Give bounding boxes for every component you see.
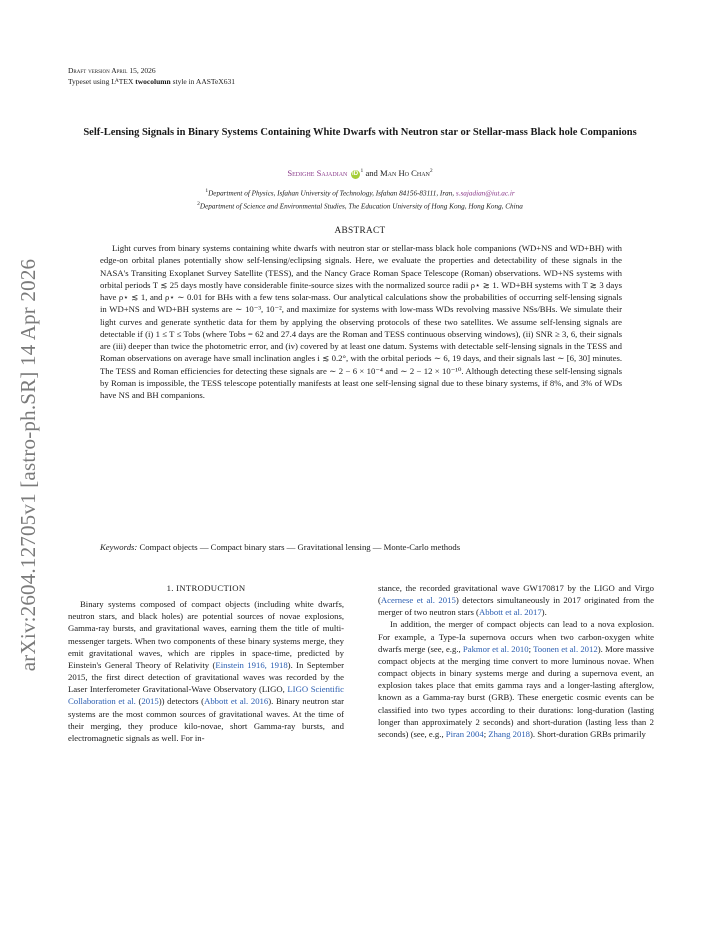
body-text: ). More massive compact objects at the merging time convert to more luminous novae. When compact objects in binary systems merge and during a supernova event, an explosion takes place that emits gamma rays and a longer-lasting afterglow, known as a Gamma-ray burst (GRB). These energetic cosmic events can be classified into two types according to their durations: long-duration (lasting longer than approximately 2 seconds) and short-duration (lasting less than 2 seconds) (see, e.g.,	[378, 643, 654, 739]
keywords	[100, 541, 622, 553]
abstract-heading: ABSTRACT	[334, 226, 386, 236]
author-line: Sedighe Sajadian iD $^1$ and Man Ho Chan$^2$	[287, 167, 433, 178]
section-heading: 1. INTRODUCTION	[166, 583, 246, 593]
author-2: Man Ho Chan	[380, 167, 430, 178]
intro-paragraph-1	[68, 598, 344, 744]
intro-paragraph-2	[378, 618, 654, 740]
author-email-link[interactable]: s.sajadian@iut.ac.ir	[455, 189, 515, 198]
paper-title: Self-Lensing Signals in Binary Systems Containing White Dwarfs with Neutron star or Stellar-mass Black hole Companions	[83, 127, 637, 138]
draft-version: Draft version April 15, 2026	[68, 66, 156, 75]
body-text: ;	[528, 643, 534, 654]
body-text: ). In September 2015, the first direct detection of gravitational waves was recorded by the Laser Interferometer Gravitational-Wave Observatory (LIGO,	[68, 659, 344, 695]
citation-link[interactable]: Pakmor et al. 2010	[462, 643, 529, 654]
typeset-line: Typeset using $L^ATEX$ twocolumn style in AASTeX631	[68, 77, 235, 86]
keywords-list: Compact objects — Compact binary stars — Gravitational lensing — Monte-Carlo methods	[137, 542, 461, 552]
orcid-icon[interactable]: iD	[352, 170, 359, 177]
citation-link[interactable]: LIGO Scientific Collaboration et al.	[68, 684, 344, 707]
author-1[interactable]: Sedighe Sajadian	[287, 167, 348, 178]
body-text: (	[135, 696, 142, 707]
left-column	[68, 582, 344, 744]
body-text: In addition, the merger of compact objects can lead to a nova explosion. For example, a Type-Ia supernova occurs when two carbon-oxygen white dwarfs merge (see, e.g.,	[378, 619, 654, 654]
body-text: ;	[483, 728, 489, 739]
citation-link[interactable]: 2015	[141, 696, 159, 707]
right-column	[378, 582, 654, 740]
citation-link[interactable]: Abbott et al. 2017	[478, 607, 542, 618]
citation-link[interactable]: Piran 2004	[445, 728, 484, 739]
body-text: ).	[541, 607, 547, 618]
body-text: ) detectors simultaneously in 2017 originated from the merger of two neutron stars (	[378, 595, 654, 618]
body-text: )) detectors (	[158, 696, 205, 707]
citation-link[interactable]: Toonen et al. 2012	[533, 643, 598, 654]
keywords-label: Keywords:	[100, 542, 138, 552]
affiliation-1: $^1$Department of Physics, Isfahan University of Technology, Isfahan 84156-83111, Iran, s.sajadian@iut.ac.ir	[205, 188, 515, 198]
body-text: Binary systems composed of compact objects (including white dwarfs, neutron stars, and black holes) are potential sources of novae explosions, Gamma-ray bursts, and gravitational waves, earning them the title of multi-messenger targets. When two components of these binary systems merge, they emit gravitational waves, which are ripples in space-time, predicted by Einstein's General Theory of Relativity (	[68, 599, 344, 670]
citation-link[interactable]: Einstein 1916, 1918	[215, 659, 288, 670]
draft-header	[68, 66, 235, 87]
citation-link[interactable]: Zhang 2018	[488, 728, 531, 739]
body-text: stance, the recorded gravitational wave GW170817 by the LIGO and Virgo (	[378, 583, 654, 606]
citation-link[interactable]: Acernese et al. 2015	[380, 595, 456, 606]
arxiv-stamp: arXiv:2604.12705v1 [astro-ph.SR] 14 Apr 2026	[16, 258, 40, 672]
abstract-body: Light curves from binary systems containing white dwarfs with neutron star or stellar-mass black hole companions (WD+NS and WD+BH) with edge-on orbital planes potentially show self-lensing/eclipsing signals. Here, we evaluate the properties and detectability of these signals in the NASA's Transiting Exoplanet Survey Satellite (TESS), and the Nancy Grace Roman Space Telescope (Roman) observations. WD+NS systems with orbital periods T ≲ 25 days mostly have considerable finite-source sizes with the normalized source radii ρ⋆ ≳ 1. WD+BH systems with T ≳ 3 days have ρ⋆ ≲ 1, and ρ⋆ ∼ 0.01 for BHs with a few tens solar-mass. Our analytical calculations show the probabilities of occurring self-lensing signals in WD+NS and WD+BH systems are ∼ 10⁻³, 10⁻², and maximize for systems with low-mass WDs revolving massive NSs/BHs. We simulate their light curves and generate synthetic data for them by applying the observing protocols of these two satellites. We assume self-lensing signals are detectable if (i) 1 ≤ T ≤ Tobs (where Tobs = 62 and 27.4 days are the Roman and TESS continuous observing windows), (ii) SNR ≥ 3, 6, their signals are (iii) deeper than twice the photometric error, and (iv) covered by at least one datum. Systems with detectable self-lensing signals in the TESS and Roman observations on average have small inclination angles i ≲ 0.2°, with the orbital periods ∼ 6, 19 days, and their signals last ∼ [6, 30] minutes. The TESS and Roman efficiencies for detecting these signals are ∼ 2 − 6 × 10⁻⁴ and ∼ 2 − 12 × 10⁻¹⁰. Although detecting these self-lensing signals by Roman is impossible, the TESS telescope potentially manifests at least one self-lensing signal due to these binary systems, if 8%, and 3% of WDs have NS and BH companions.	[100, 243, 622, 400]
citation-link[interactable]: Abbott et al. 2016	[204, 696, 269, 707]
affiliation-2: $^2$Department of Science and Environmental Studies, The Education University of Hong Kong, Hong Kong, China	[197, 201, 523, 211]
body-text: ). Short-duration GRBs primarily	[530, 728, 646, 739]
intro-paragraph-continued	[378, 582, 654, 618]
body-text: ). Binary neutron star systems are the most common sources of gravitational waves. At the time of their merging, they produce kilo-novae, short Gamma-ray bursts, and electromagnetic signals as well. For in-	[68, 696, 344, 743]
